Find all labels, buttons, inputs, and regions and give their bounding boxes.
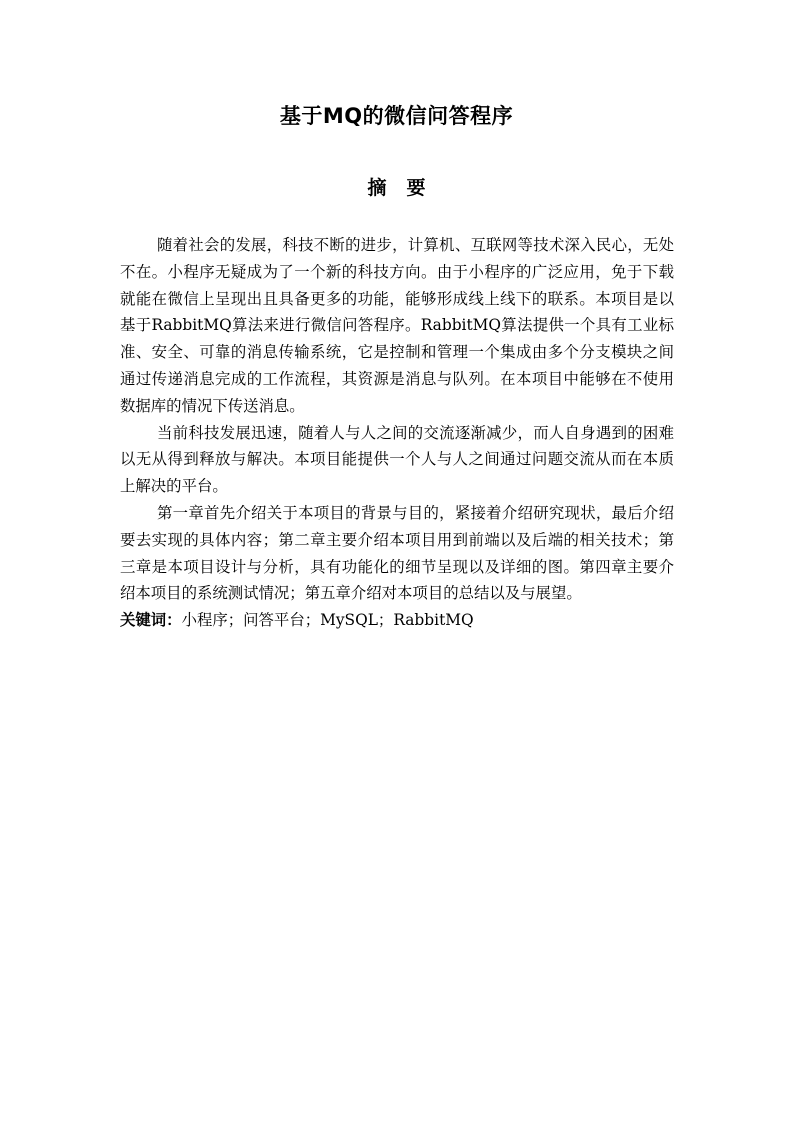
abstract-body xyxy=(120,232,674,634)
abstract-heading: 摘要 xyxy=(367,177,446,199)
abstract-paragraph-3: 第一章首先介绍关于本项目的背景与目的，紧接着介绍研究现状，最后介绍要去实现的具体内容；第二章主要介绍本项目用到前端以及后端的相关技术；第三章是本项目设计与分析，具有功能化的细节呈现以及详细的图。第四章主要介绍本项目的系统测试情况；第五章介绍对本项目的总结以及与展望。 xyxy=(120,503,674,603)
keywords-line xyxy=(120,607,674,634)
document-title: 基于MQ的微信问答程序 xyxy=(279,104,514,128)
keywords-label: 关键词： xyxy=(120,611,182,630)
abstract-paragraph-2: 当前科技发展迅速，随着人与人之间的交流逐渐减少，而人自身遇到的困难以无从得到释放与解决。本项目能提供一个人与人之间通过问题交流从而在本质上解决的平台。 xyxy=(120,423,674,496)
keywords-list: 小程序；问答平台；MySQL；RabbitMQ xyxy=(181,611,474,630)
abstract-paragraph-1: 随着社会的发展，科技不断的进步，计算机、互联网等技术深入民心，无处不在。小程序无疑成为了一个新的科技方向。由于小程序的广泛应用，免于下载就能在微信上呈现出且具备更多的功能，能够形成线上线下的联系。本项目是以基于RabbitMQ算法来进行微信问答程序。RabbitMQ算法提供一个具有工业标准、安全、可靠的消息传输系统，它是控制和管理一个集成由多个分支模块之间通过传递消息完成的工作流程，其资源是消息与队列。在本项目中能够在不使用数据库的情况下传送消息。 xyxy=(120,236,674,415)
